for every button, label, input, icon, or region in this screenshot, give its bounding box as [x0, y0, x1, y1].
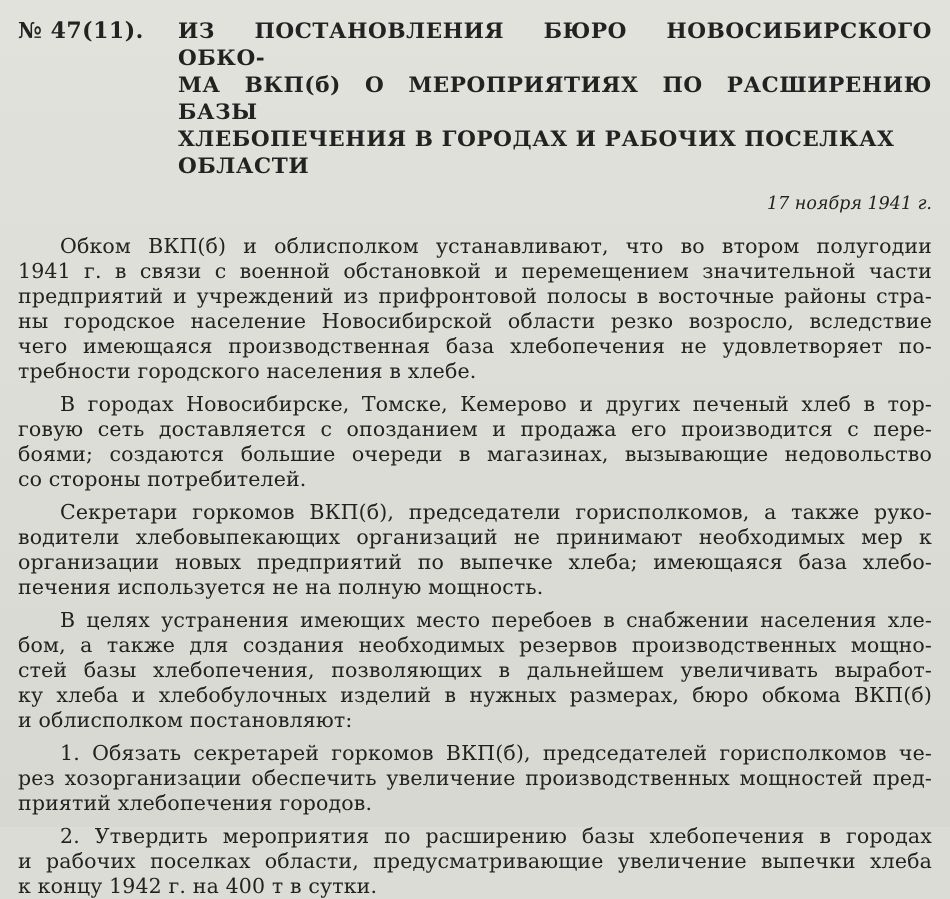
- text-line: ны городское население Новосибирской области резко возросло, вследствие: [18, 309, 932, 333]
- text-line: предприятий и учреждений из прифронтовой полосы в восточные районы стра-: [18, 284, 932, 308]
- document-number: № 47(11).: [18, 18, 144, 44]
- text-line: 2. Утвердить мероприятия по расширению базы хлебопечения в городах: [60, 824, 932, 848]
- title-line: ИЗ ПОСТАНОВЛЕНИЯ БЮРО НОВОСИБИРСКОГО ОБКО-: [178, 19, 932, 71]
- text-line: рез хозорганизации обеспечить увеличение производственных мощностей пред-: [18, 766, 932, 790]
- text-line: В целях устранения имеющих место перебоев в снабжении населения хле-: [60, 608, 932, 632]
- paragraph: [18, 392, 932, 492]
- document-header: [18, 18, 932, 180]
- text-line: водители хлебовыпекающих организаций не принимают необходимых мер к: [18, 525, 932, 549]
- text-line: ку хлеба и хлебобулочных изделий в нужных размерах, бюро обкома ВКП(б): [18, 683, 932, 707]
- title-line: ХЛЕБОПЕЧЕНИЯ В ГОРОДАХ И РАБОЧИХ ПОСЕЛКАХ: [178, 127, 895, 152]
- text-line: 1941 г. в связи с военной обстановкой и перемещением значительной части: [18, 259, 932, 283]
- text-line: бом, а также для создания необходимых резервов производственных мощно-: [18, 633, 932, 657]
- document-date: 17 ноября 1941 г.: [766, 194, 932, 214]
- text-line: стей базы хлебопечения, позволяющих в дальнейшем увеличивать выработ-: [18, 658, 932, 682]
- text-line: печения используется не на полную мощность.: [18, 575, 544, 599]
- paragraph: [18, 741, 932, 816]
- document-title: [178, 18, 932, 180]
- paragraph: [18, 824, 932, 899]
- text-line: и рабочих поселках области, предусматривающие увеличение выпечки хлеба: [18, 849, 932, 873]
- text-line: 1. Обязать секретарей горкомов ВКП(б), председателей горисполкомов че-: [60, 741, 932, 765]
- document-body: [18, 234, 932, 899]
- text-line: чего имеющаяся производственная база хлебопечения не удовлетворяет по-: [18, 334, 932, 358]
- text-line: со стороны потребителей.: [18, 467, 307, 491]
- text-line: требности городского населения в хлебе.: [18, 359, 477, 383]
- text-line: приятий хлебопечения городов.: [18, 791, 373, 815]
- text-line: боями; создаются большие очереди в магазинах, вызывающие недовольство: [18, 442, 932, 466]
- text-line: Обком ВКП(б) и облисполком устанавливают, что во втором полугодии: [60, 234, 932, 258]
- text-line: и облисполком постановляют:: [18, 708, 353, 732]
- title-line: ОБЛАСТИ: [178, 154, 310, 179]
- paragraph: [18, 608, 932, 733]
- text-line: говую сеть доставляется с опозданием и продажа его производится с пере-: [18, 417, 932, 441]
- text-line: В городах Новосибирске, Томске, Кемерово и других печеный хлеб в тор-: [60, 392, 932, 416]
- title-line: МА ВКП(б) О МЕРОПРИЯТИЯХ ПО РАСШИРЕНИЮ БАЗЫ: [178, 73, 932, 125]
- paragraph: [18, 500, 932, 600]
- paragraph: [18, 234, 932, 384]
- text-line: к концу 1942 г. на 400 т в сутки.: [18, 874, 378, 898]
- text-line: организации новых предприятий по выпечке хлеба; имеющаяся база хлебо-: [18, 550, 932, 574]
- text-line: Секретари горкомов ВКП(б), председатели горисполкомов, а также руко-: [60, 500, 932, 524]
